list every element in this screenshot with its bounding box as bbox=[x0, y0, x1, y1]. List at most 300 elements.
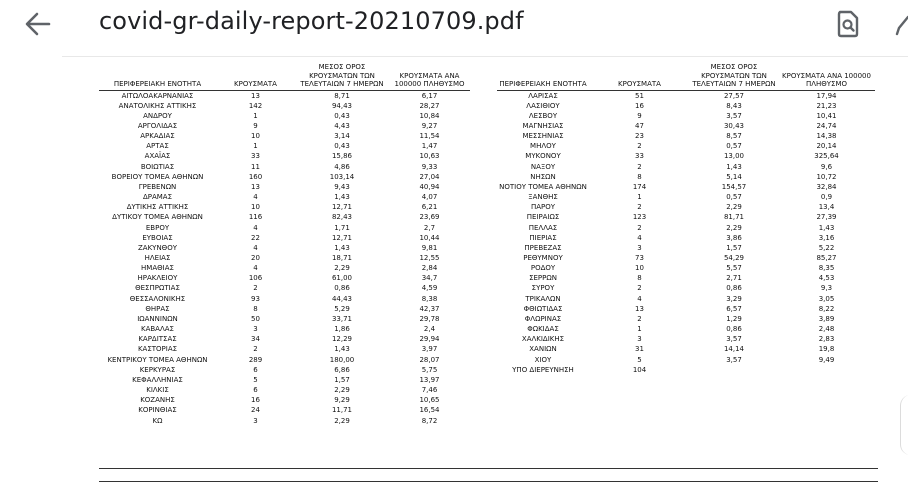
per-100k-cell: 9,49 bbox=[818, 355, 835, 364]
column-header-region: ΠΕΡΙΦΕΡΕΙΑΚΗ ΕΝΟΤΗΤΑ bbox=[99, 63, 216, 90]
per-100k-cell: 16,54 bbox=[419, 406, 440, 415]
table-row bbox=[497, 243, 875, 253]
avg-7day-cell: 81,71 bbox=[723, 213, 745, 222]
per-100k-cell: 10,63 bbox=[419, 152, 440, 161]
region-cell: ΡΟΔΟΥ bbox=[530, 264, 556, 273]
avg-7day-cell: 14,14 bbox=[723, 345, 745, 354]
cases-cell: 3 bbox=[253, 416, 258, 425]
region-cell: ΧΑΝΙΩΝ bbox=[529, 345, 557, 354]
avg-7day-cell: 154,57 bbox=[721, 182, 747, 191]
region-cell: ΜΗΛΟΥ bbox=[530, 142, 556, 151]
cases-cell: 5 bbox=[253, 375, 258, 384]
per-100k-cell: 4,07 bbox=[421, 193, 438, 202]
table-row bbox=[497, 324, 875, 334]
region-cell: ΖΑΚΥΝΘΟΥ bbox=[138, 243, 177, 252]
region-cell: ΚΑΣΤΟΡΙΑΣ bbox=[137, 345, 178, 354]
table-row bbox=[99, 334, 470, 344]
region-cell: ΓΡΕΒΕΝΩΝ bbox=[138, 182, 177, 191]
avg-7day-cell: 2,29 bbox=[334, 386, 350, 395]
column-header-cases: ΚΡΟΥΣΜΑΤΑ bbox=[589, 63, 690, 90]
per-100k-cell: 28,07 bbox=[419, 355, 440, 364]
region-cell: ΝΗΣΩΝ bbox=[530, 172, 556, 181]
region-cell: ΔΡΑΜΑΣ bbox=[142, 193, 173, 202]
per-100k-cell: 13,97 bbox=[419, 375, 440, 384]
table-row bbox=[99, 192, 470, 202]
region-cell: ΗΜΑΘΙΑΣ bbox=[141, 264, 174, 273]
region-cell: ΚΟΡΙΝΘΙΑΣ bbox=[138, 406, 177, 415]
table-row bbox=[497, 162, 875, 172]
avg-7day-cell: 1,43 bbox=[726, 162, 742, 171]
avg-7day-cell: 2,71 bbox=[726, 274, 742, 283]
per-100k-cell: 24,74 bbox=[816, 121, 837, 130]
avg-7day-cell: 1,29 bbox=[726, 314, 742, 323]
cases-cell: 93 bbox=[251, 294, 260, 303]
region-cell: ΘΕΣΠΡΩΤΙΑΣ bbox=[135, 284, 180, 293]
cases-cell: 10 bbox=[635, 264, 644, 273]
region-cell: ΑΡΤΑΣ bbox=[146, 142, 169, 151]
table-row bbox=[497, 344, 875, 354]
avg-7day-cell: 18,71 bbox=[331, 254, 353, 262]
region-cell: ΦΘΙΩΤΙΔΑΣ bbox=[523, 304, 563, 313]
cases-cell: 116 bbox=[248, 213, 263, 222]
avg-7day-cell: 1,71 bbox=[334, 223, 350, 232]
table-row bbox=[497, 334, 875, 344]
per-100k-cell: 27,39 bbox=[816, 213, 837, 222]
cases-cell: 33 bbox=[635, 152, 644, 161]
table-body-left bbox=[99, 90, 470, 426]
per-100k-cell: 2,4 bbox=[423, 325, 436, 334]
cases-cell: 51 bbox=[635, 91, 644, 100]
table-row bbox=[99, 405, 470, 415]
table-row bbox=[99, 90, 470, 101]
region-cell: ΧΙΟΥ bbox=[534, 355, 552, 364]
per-100k-cell: 42,37 bbox=[419, 304, 440, 313]
table-row bbox=[497, 131, 875, 141]
avg-7day-cell: 61,00 bbox=[331, 274, 353, 283]
table-row bbox=[99, 355, 470, 365]
cases-cell: 2 bbox=[637, 314, 642, 323]
per-100k-cell: 11,54 bbox=[419, 132, 440, 141]
per-100k-cell: 14,38 bbox=[816, 132, 837, 141]
per-100k-cell: 6,17 bbox=[421, 91, 438, 100]
cases-cell: 33 bbox=[251, 152, 260, 161]
per-100k-cell: 29,94 bbox=[419, 335, 440, 344]
avg-7day-cell: 5,57 bbox=[726, 264, 742, 273]
cases-cell: 142 bbox=[248, 101, 263, 110]
per-100k-cell: 13,4 bbox=[818, 203, 835, 212]
avg-7day-cell: 0,43 bbox=[334, 111, 350, 120]
arrow-left-icon bbox=[22, 10, 54, 38]
column-header-per-100000: ΚΡΟΥΣΜΑΤΑ ΑΝΑ 100000 ΠΛΗΘΥΣΜΟ bbox=[389, 63, 470, 90]
region-cell: ΠΙΕΡΙΑΣ bbox=[529, 233, 557, 242]
table-row bbox=[99, 416, 470, 426]
file-title: covid-gr-daily-report-20210709.pdf bbox=[99, 7, 524, 35]
region-cell: ΕΒΡΟΥ bbox=[145, 223, 170, 232]
avg-7day-cell: 27,57 bbox=[723, 91, 745, 100]
table-row bbox=[497, 314, 875, 324]
avg-7day-cell: 15,86 bbox=[331, 152, 353, 161]
cases-cell: 4 bbox=[253, 193, 258, 202]
cases-cell: 16 bbox=[635, 101, 644, 110]
avg-7day-cell: 54,29 bbox=[723, 254, 745, 262]
region-cell: ΒΟΙΩΤΙΑΣ bbox=[140, 162, 175, 171]
cases-cell: 2 bbox=[637, 203, 642, 212]
table-row bbox=[99, 375, 470, 385]
avg-7day-cell: 1,43 bbox=[334, 243, 350, 252]
cases-cell: 22 bbox=[251, 233, 260, 242]
cases-cell: 50 bbox=[251, 314, 260, 323]
column-header-7day-average: ΜΕΣΟΣ ΟΡΟΣ ΚΡΟΥΣΜΑΤΩΝ ΤΩΝ ΤΕΛΕΥΤΑΙΩΝ 7 ΗΜΕΡΩΝ bbox=[690, 63, 778, 90]
cases-cell: 20 bbox=[251, 254, 260, 262]
cases-cell: 24 bbox=[251, 406, 260, 415]
table-body-right bbox=[497, 90, 875, 375]
cases-cell: 289 bbox=[248, 355, 263, 364]
avg-7day-cell: 5,29 bbox=[334, 304, 350, 313]
table-row bbox=[497, 355, 875, 365]
region-cell: ΗΛΕΙΑΣ bbox=[144, 254, 171, 262]
per-100k-cell: 40,94 bbox=[419, 182, 440, 191]
per-100k-cell: 17,94 bbox=[816, 91, 837, 100]
table-row bbox=[99, 395, 470, 405]
cases-cell: 3 bbox=[637, 243, 642, 252]
cases-cell: 10 bbox=[251, 203, 260, 212]
avg-7day-cell: 94,43 bbox=[331, 101, 353, 110]
table-row bbox=[99, 141, 470, 151]
cases-cell: 174 bbox=[632, 182, 647, 191]
per-100k-cell: 85,27 bbox=[816, 254, 837, 262]
region-cell: ΛΑΡΙΣΑΣ bbox=[528, 91, 558, 100]
avg-7day-cell: 2,29 bbox=[726, 223, 742, 232]
table-row bbox=[497, 273, 875, 283]
table-row bbox=[99, 263, 470, 273]
table-row bbox=[497, 151, 875, 161]
cases-cell: 4 bbox=[637, 233, 642, 242]
region-cell: ΚΕΝΤΡΙΚΟΥ ΤΟΜΕΑ ΑΘΗΝΩΝ bbox=[107, 355, 208, 364]
table-row bbox=[99, 304, 470, 314]
avg-7day-cell: 2,29 bbox=[334, 416, 350, 425]
region-cell: ΠΑΡΟΥ bbox=[530, 203, 556, 212]
per-100k-cell: 5,75 bbox=[421, 365, 438, 374]
avg-7day-cell: 180,00 bbox=[329, 355, 355, 364]
cases-cell: 4 bbox=[253, 264, 258, 273]
table-row bbox=[99, 151, 470, 161]
table-row bbox=[497, 304, 875, 314]
avg-7day-cell: 12,71 bbox=[331, 233, 353, 242]
avg-7day-cell: 13,00 bbox=[723, 152, 745, 161]
region-cell: ΤΡΙΚΑΛΩΝ bbox=[525, 294, 561, 303]
cases-cell: 1 bbox=[253, 111, 258, 120]
per-100k-cell: 10,44 bbox=[419, 233, 440, 242]
per-100k-cell: 3,05 bbox=[818, 294, 835, 303]
cases-cell: 2 bbox=[637, 162, 642, 171]
back-button[interactable] bbox=[22, 10, 54, 38]
avg-7day-cell: 5,14 bbox=[726, 172, 742, 181]
region-cell: ΚΕΡΚΥΡΑΣ bbox=[139, 365, 176, 374]
cases-cell: 47 bbox=[635, 121, 644, 130]
region-cell: ΦΛΩΡΙΝΑΣ bbox=[524, 314, 562, 323]
table-row bbox=[497, 233, 875, 243]
cases-cell: 2 bbox=[253, 345, 258, 354]
table-row bbox=[497, 263, 875, 273]
avg-7day-cell: 0,57 bbox=[726, 193, 742, 202]
avg-7day-cell: 1,57 bbox=[726, 243, 742, 252]
per-100k-cell: 34,7 bbox=[421, 274, 438, 283]
region-cell: ΚΟΖΑΝΗΣ bbox=[140, 396, 175, 405]
per-100k-cell: 10,65 bbox=[419, 396, 440, 405]
per-100k-cell: 9,3 bbox=[820, 284, 833, 293]
avg-7day-cell: 11,71 bbox=[331, 406, 353, 415]
avg-7day-cell: 6,57 bbox=[726, 304, 742, 313]
cases-cell: 13 bbox=[251, 182, 260, 191]
per-100k-cell: 9,6 bbox=[820, 162, 833, 171]
cases-cell: 1 bbox=[637, 325, 642, 334]
avg-7day-cell: 2,29 bbox=[726, 203, 742, 212]
region-cell: ΘΕΣΣΑΛΟΝΙΚΗΣ bbox=[129, 294, 186, 303]
cases-cell: 6 bbox=[253, 386, 258, 395]
cases-cell: 1 bbox=[253, 142, 258, 151]
avg-7day-cell: 3,57 bbox=[726, 111, 742, 120]
region-cell: ΧΑΛΚΙΔΙΚΗΣ bbox=[521, 335, 565, 344]
avg-7day-cell: 4,86 bbox=[334, 162, 350, 171]
per-100k-cell: 4,53 bbox=[818, 274, 835, 283]
table-row bbox=[99, 202, 470, 212]
table-row bbox=[99, 101, 470, 111]
table-bottom-rule bbox=[99, 468, 878, 469]
avg-7day-cell: 3,57 bbox=[726, 355, 742, 364]
cases-cell: 1 bbox=[637, 193, 642, 202]
avg-7day-cell: 1,57 bbox=[334, 375, 350, 384]
region-cell: ΑΙΤΩΛΟΑΚΑΡΝΑΝΙΑΣ bbox=[121, 91, 194, 100]
region-cell: ΙΩΑΝΝΙΝΩΝ bbox=[137, 314, 178, 323]
per-100k-cell: 2,84 bbox=[421, 264, 438, 273]
region-cell: ΡΕΘΥΜΝΟΥ bbox=[523, 254, 563, 262]
column-header-7day-average: ΜΕΣΟΣ ΟΡΟΣ ΚΡΟΥΣΜΑΤΩΝ ΤΩΝ ΤΕΛΕΥΤΑΙΩΝ 7 ΗΜΕΡΩΝ bbox=[295, 63, 389, 90]
table-row bbox=[99, 365, 470, 375]
per-100k-cell: 23,69 bbox=[419, 213, 440, 222]
per-100k-cell: 0,9 bbox=[820, 193, 833, 202]
per-100k-cell: 10,72 bbox=[816, 172, 837, 181]
table-row bbox=[99, 131, 470, 141]
table-row bbox=[497, 283, 875, 293]
table-row bbox=[99, 314, 470, 324]
region-cell: ΗΡΑΚΛΕΙΟΥ bbox=[137, 274, 178, 283]
region-cell: ΑΡΚΑΔΙΑΣ bbox=[140, 132, 175, 141]
avg-7day-cell: 4,43 bbox=[334, 121, 350, 130]
per-100k-cell: 8,38 bbox=[421, 294, 438, 303]
find-in-page-button[interactable] bbox=[833, 9, 863, 39]
region-cell: ΝΑΞΟΥ bbox=[530, 162, 556, 171]
per-100k-cell: 27,04 bbox=[419, 172, 440, 181]
table-row bbox=[99, 385, 470, 395]
per-100k-cell: 3,89 bbox=[818, 314, 835, 323]
region-cell: ΑΡΓΟΛΙΔΑΣ bbox=[137, 121, 178, 130]
region-cell: ΠΡΕΒΕΖΑΣ bbox=[524, 243, 562, 252]
region-cell: ΜΥΚΟΝΟΥ bbox=[525, 152, 561, 161]
region-cell: ΞΑΝΘΗΣ bbox=[528, 193, 558, 202]
column-header-region: ΠΕΡΙΦΕΡΕΙΑΚΗ ΕΝΟΤΗΤΑ bbox=[497, 63, 589, 90]
page-footer-rule bbox=[99, 481, 878, 482]
cases-cell: 2 bbox=[253, 284, 258, 293]
per-100k-cell: 9,27 bbox=[421, 121, 438, 130]
cases-cell: 106 bbox=[248, 274, 263, 283]
region-cell: ΥΠΟ ΔΙΕΡΕΥΝΗΣΗ bbox=[512, 365, 574, 374]
table-row bbox=[99, 212, 470, 222]
cases-cell: 23 bbox=[635, 132, 644, 141]
avg-7day-cell: 0,86 bbox=[334, 284, 350, 293]
cases-cell: 8 bbox=[637, 274, 642, 283]
report-table-right bbox=[497, 63, 875, 375]
avg-7day-cell: 9,29 bbox=[334, 396, 350, 405]
table-row bbox=[99, 243, 470, 253]
per-100k-cell: 32,84 bbox=[816, 182, 837, 191]
cases-cell: 8 bbox=[253, 304, 258, 313]
page-top-edge bbox=[62, 56, 908, 57]
cases-cell: 160 bbox=[248, 172, 263, 181]
region-cell: ΒΟΡΕΙΟΥ ΤΟΜΕΑ ΑΘΗΝΩΝ bbox=[111, 172, 204, 181]
table-row bbox=[99, 344, 470, 354]
per-100k-cell: 5,22 bbox=[818, 243, 835, 252]
region-cell: ΚΩ bbox=[152, 416, 163, 425]
region-cell: ΚΑΡΔΙΤΣΑΣ bbox=[138, 335, 177, 344]
per-100k-cell: 21,23 bbox=[816, 101, 837, 110]
cases-cell: 5 bbox=[637, 355, 642, 364]
table-row bbox=[99, 294, 470, 304]
avg-7day-cell: 30,43 bbox=[723, 121, 745, 130]
cases-cell: 11 bbox=[251, 162, 260, 171]
per-100k-cell: 8,35 bbox=[818, 264, 835, 273]
region-cell: ΜΑΓΝΗΣΙΑΣ bbox=[522, 121, 564, 130]
per-100k-cell: 3,16 bbox=[818, 233, 835, 242]
cases-cell: 13 bbox=[251, 91, 260, 100]
table-row bbox=[497, 202, 875, 212]
table-row bbox=[99, 324, 470, 334]
cases-cell: 2 bbox=[637, 223, 642, 232]
table-row bbox=[497, 172, 875, 182]
cases-cell: 6 bbox=[253, 365, 258, 374]
region-cell: ΑΝΑΤΟΛΙΚΗΣ ΑΤΤΙΚΗΣ bbox=[118, 101, 197, 110]
region-cell: ΦΩΚΙΔΑΣ bbox=[527, 325, 559, 334]
per-100k-cell: 8,72 bbox=[421, 416, 438, 425]
viewer-toolbar bbox=[0, 0, 908, 50]
per-100k-cell: 1,47 bbox=[421, 142, 438, 151]
table-row bbox=[497, 141, 875, 151]
per-100k-cell: 2,7 bbox=[423, 223, 436, 232]
avg-7day-cell: 8,71 bbox=[334, 91, 350, 100]
avg-7day-cell: 33,71 bbox=[331, 314, 353, 323]
region-cell: ΣΥΡΟΥ bbox=[531, 284, 555, 293]
avg-7day-cell bbox=[690, 365, 778, 375]
avg-7day-cell: 0,43 bbox=[334, 142, 350, 151]
per-100k-cell: 19,8 bbox=[818, 345, 835, 354]
cases-cell: 34 bbox=[251, 335, 260, 344]
table-row bbox=[497, 223, 875, 233]
avg-7day-cell: 1,43 bbox=[334, 345, 350, 354]
region-cell: ΑΧΑΪΑΣ bbox=[144, 152, 171, 161]
avg-7day-cell: 8,43 bbox=[726, 101, 742, 110]
scrollbar-hint[interactable] bbox=[900, 395, 908, 455]
avg-7day-cell: 12,29 bbox=[331, 335, 353, 344]
avg-7day-cell: 3,14 bbox=[334, 132, 350, 141]
avg-7day-cell: 2,29 bbox=[334, 264, 350, 273]
per-100k-cell: 28,27 bbox=[419, 101, 440, 110]
per-100k-cell: 4,59 bbox=[421, 284, 438, 293]
per-100k-cell: 29,78 bbox=[419, 314, 440, 323]
region-cell: ΝΟΤΙΟΥ ΤΟΜΕΑ ΑΘΗΝΩΝ bbox=[499, 182, 587, 191]
avg-7day-cell: 12,71 bbox=[331, 203, 353, 212]
per-100k-cell: 7,46 bbox=[421, 386, 438, 395]
table-row bbox=[99, 273, 470, 283]
avg-7day-cell: 0,57 bbox=[726, 142, 742, 151]
per-100k-cell: 12,55 bbox=[419, 254, 440, 262]
cases-cell: 9 bbox=[253, 121, 258, 130]
avg-7day-cell: 82,43 bbox=[331, 213, 353, 222]
region-cell: ΣΕΡΡΩΝ bbox=[529, 274, 557, 283]
region-cell: ΚΙΛΚΙΣ bbox=[146, 386, 169, 395]
region-cell: ΔΥΤΙΚΗΣ ΑΤΤΙΚΗΣ bbox=[126, 203, 189, 212]
cases-cell: 3 bbox=[637, 335, 642, 344]
table-row bbox=[99, 223, 470, 233]
table-row bbox=[99, 172, 470, 182]
per-100k-cell: 8,22 bbox=[818, 304, 835, 313]
table-row bbox=[99, 162, 470, 172]
table-row bbox=[497, 182, 875, 192]
per-100k-cell: 3,97 bbox=[421, 345, 438, 354]
cases-cell: 13 bbox=[635, 304, 644, 313]
region-cell: ΑΝΔΡΟΥ bbox=[143, 111, 172, 120]
per-100k-cell: 6,21 bbox=[421, 203, 438, 212]
report-table-left bbox=[99, 63, 470, 426]
per-100k-cell: 10,41 bbox=[816, 111, 837, 120]
cases-cell: 73 bbox=[635, 254, 644, 262]
cases-cell: 4 bbox=[637, 294, 642, 303]
table-row bbox=[497, 121, 875, 131]
region-cell: ΚΑΒΑΛΑΣ bbox=[141, 325, 174, 334]
cases-cell: 8 bbox=[637, 172, 642, 181]
avg-7day-cell: 1,86 bbox=[334, 325, 350, 334]
find-in-page-icon bbox=[833, 9, 863, 39]
cases-cell: 2 bbox=[637, 142, 642, 151]
region-cell: ΜΕΣΣΗΝΙΑΣ bbox=[522, 132, 564, 141]
per-100k-cell: 9,81 bbox=[421, 243, 438, 252]
table-row bbox=[99, 253, 470, 263]
per-100k-cell: 1,43 bbox=[818, 223, 835, 232]
region-cell: ΕΥΒΟΙΑΣ bbox=[142, 233, 173, 242]
avg-7day-cell: 6,86 bbox=[334, 365, 350, 374]
per-100k-cell: 2,83 bbox=[818, 335, 835, 344]
avg-7day-cell: 0,86 bbox=[726, 284, 742, 293]
edit-icon bbox=[893, 9, 908, 39]
cases-cell: 3 bbox=[253, 325, 258, 334]
column-header-cases: ΚΡΟΥΣΜΑΤΑ bbox=[216, 63, 295, 90]
region-cell: ΚΕΦΑΛΛΗΝΙΑΣ bbox=[132, 375, 183, 384]
table-row bbox=[497, 365, 875, 375]
per-100k-cell bbox=[778, 365, 875, 375]
per-100k-cell: 10,84 bbox=[419, 111, 440, 120]
avg-7day-cell: 44,43 bbox=[331, 294, 353, 303]
cases-cell: 123 bbox=[632, 213, 647, 222]
table-row bbox=[497, 192, 875, 202]
cases-cell: 16 bbox=[251, 396, 260, 405]
column-header-per-100000: ΚΡΟΥΣΜΑΤΑ ΑΝΑ 100000 ΠΛΗΘΥΣΜΟ bbox=[778, 63, 875, 90]
table-row bbox=[497, 111, 875, 121]
per-100k-cell: 20,14 bbox=[816, 142, 837, 151]
more-options-button[interactable] bbox=[893, 9, 908, 39]
table-row bbox=[497, 212, 875, 222]
cases-cell: 10 bbox=[251, 132, 260, 141]
cases-cell: 31 bbox=[635, 345, 644, 354]
avg-7day-cell: 3,29 bbox=[726, 294, 742, 303]
per-100k-cell: 2,48 bbox=[818, 325, 835, 334]
